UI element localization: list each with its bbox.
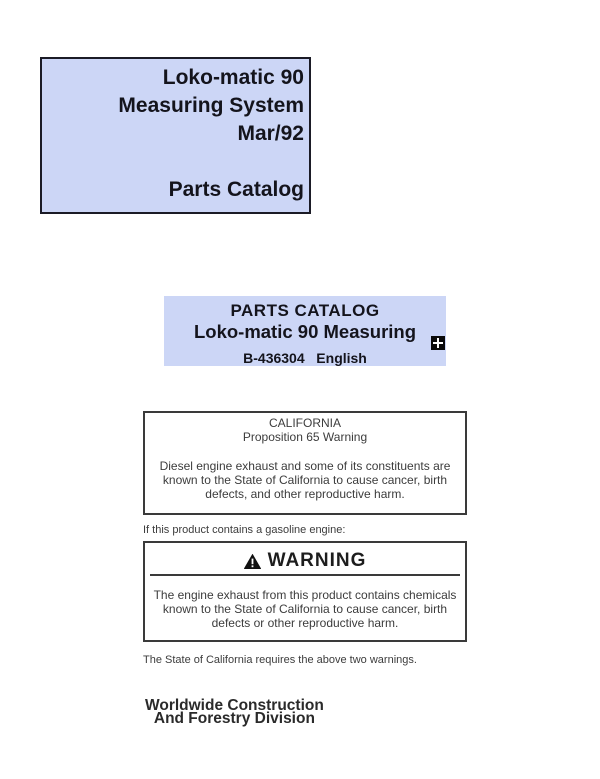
banner-subtitle: Loko-matic 90 Measuring xyxy=(193,321,417,342)
california-body-line-3: defects, and other reproductive harm. xyxy=(205,487,405,501)
cover-title-line-2: Measuring System xyxy=(118,94,304,117)
california-heading: CALIFORNIA xyxy=(268,416,341,430)
catalog-banner xyxy=(164,296,446,366)
warning-heading-text: WARNING xyxy=(267,550,367,571)
warning-box xyxy=(143,541,467,642)
california-body xyxy=(145,459,465,501)
warning-divider xyxy=(150,574,460,576)
cover-title-line-4: Parts Catalog xyxy=(168,178,304,201)
cover-title-box xyxy=(40,57,311,214)
division-line-2: And Forestry Division xyxy=(153,710,315,727)
cover-title-line-1: Loko-matic 90 xyxy=(162,66,304,89)
plus-icon[interactable] xyxy=(431,336,445,350)
warning-triangle-icon xyxy=(244,554,261,569)
gasoline-note: If this product contains a gasoline engine: xyxy=(143,524,346,536)
warning-body-line-2: known to the State of California to cause cancer, birth xyxy=(162,602,448,616)
california-body-line-1: Diesel engine exhaust and some of its constituents are xyxy=(159,459,451,473)
banner-code: B-436304 English xyxy=(243,350,367,366)
division-line-1: Worldwide Construction xyxy=(145,697,324,714)
warning-body-line-1: The engine exhaust from this product contains chemicals xyxy=(153,588,457,602)
banner-title: PARTS CATALOG xyxy=(230,301,380,320)
warning-body xyxy=(145,588,465,630)
california-body-line-2: known to the State of California to cause cancer, birth xyxy=(162,473,448,487)
warning-body-line-3: defects or other reproductive harm. xyxy=(211,616,399,630)
division-block xyxy=(145,699,324,725)
warning-heading xyxy=(145,551,465,571)
cover-title-line-3: Mar/92 xyxy=(237,122,304,145)
state-requirement-note: The State of California requires the above two warnings. xyxy=(143,654,417,666)
california-warning-box xyxy=(143,411,467,515)
proposition-heading: Proposition 65 Warning xyxy=(242,430,368,444)
